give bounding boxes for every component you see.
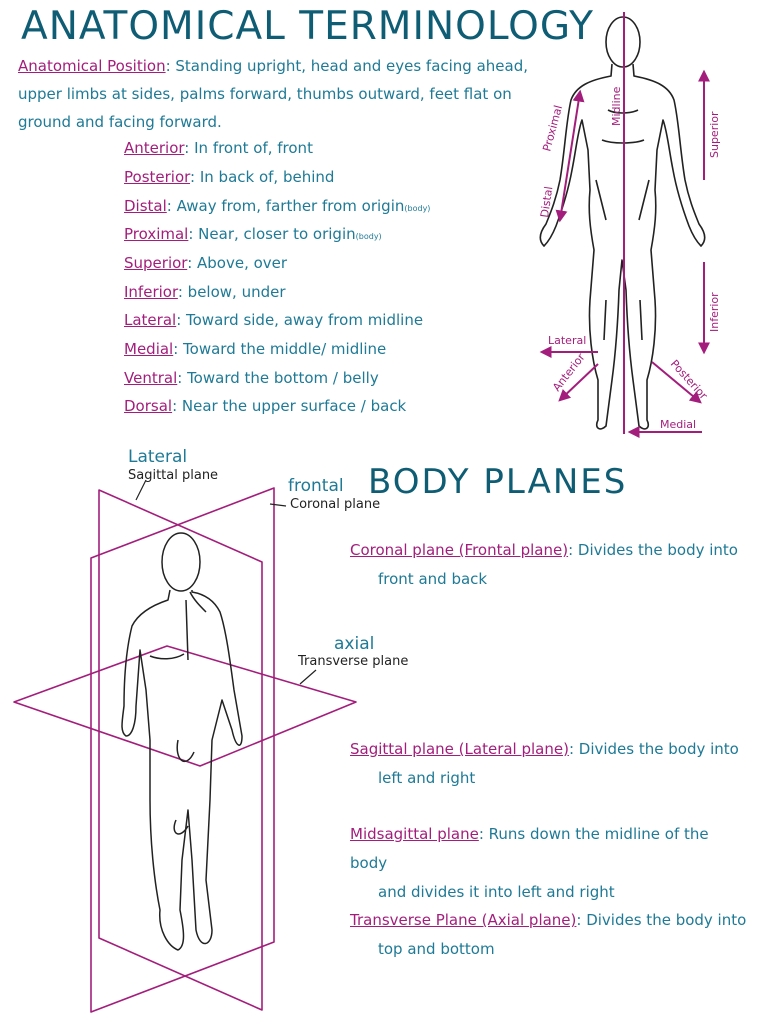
plane-definition-cont: top and bottom xyxy=(378,940,495,958)
plane-term: Coronal plane (Frontal plane) xyxy=(350,541,569,559)
label-inferior: Inferior xyxy=(708,292,721,332)
term-definition: : Toward the middle/ midline xyxy=(173,340,387,358)
label-distal: Distal xyxy=(538,185,556,219)
label-coronal-plane: Coronal plane xyxy=(290,497,381,512)
plane-term: Transverse Plane (Axial plane) xyxy=(350,911,577,929)
label-anterior: Anterior xyxy=(550,350,588,394)
term-note: (body) xyxy=(404,204,431,213)
plane-transverse-definition xyxy=(350,906,750,964)
plane-definition: : Divides the body into xyxy=(568,541,738,559)
label-transverse-plane: Transverse plane xyxy=(298,654,409,669)
plane-definition-cont: front and back xyxy=(378,570,488,588)
term-label: Proximal xyxy=(124,225,189,243)
transverse-pointer xyxy=(300,670,316,684)
label-medial: Medial xyxy=(660,418,697,431)
anatomical-position-term: Anatomical Position xyxy=(18,57,166,75)
label-frontal-handwritten: frontal xyxy=(288,476,344,496)
plane-sagittal-definition xyxy=(350,735,750,793)
term-definition: : Toward the bottom / belly xyxy=(177,369,379,387)
term-label: Lateral xyxy=(124,311,177,329)
label-sagittal-plane: Sagittal plane xyxy=(128,468,219,483)
term-label: Anterior xyxy=(124,139,185,157)
term-label: Inferior xyxy=(124,283,178,301)
anatomical-position-text: : Standing upright, head and eyes facing ahead, upper limbs at sides, palms forward, thumbs outward, feet flat on ground and facing forward. xyxy=(18,57,529,131)
body-planes-title: BODY PLANES xyxy=(368,462,628,502)
term-label: Superior xyxy=(124,254,188,272)
term-definition: : below, under xyxy=(177,283,286,301)
plane-definition-cont: and divides it into left and right xyxy=(378,883,615,901)
label-posterior: Posterior xyxy=(667,357,710,403)
term-label: Dorsal xyxy=(124,397,173,415)
plane-term: Sagittal plane (Lateral plane) xyxy=(350,740,569,758)
term-definition: : Away from, farther from origin xyxy=(166,197,405,215)
label-lateral-handwritten: Lateral xyxy=(128,447,188,467)
body-outline-oblique xyxy=(122,533,242,950)
term-definition: : Near, closer to origin xyxy=(188,225,356,243)
plane-term: Midsagittal plane xyxy=(350,825,479,843)
plane-definition: : Divides the body into xyxy=(568,740,739,758)
coronal-pointer xyxy=(270,504,286,506)
term-label: Medial xyxy=(124,340,174,358)
plane-midsagittal-definition xyxy=(350,820,750,907)
label-proximal: Proximal xyxy=(540,103,566,153)
term-definition: : In front of, front xyxy=(184,139,313,157)
term-note: (body) xyxy=(355,232,382,241)
sagittal-pointer xyxy=(136,480,146,500)
term-definition: : Near the upper surface / back xyxy=(172,397,407,415)
term-label: Posterior xyxy=(124,168,191,186)
plane-definition: : Runs down the midline of the body xyxy=(350,825,709,872)
label-midline: Midline xyxy=(610,86,623,126)
term-definition: : Toward side, away from midline xyxy=(176,311,424,329)
label-superior: Superior xyxy=(708,111,721,158)
plane-coronal-definition xyxy=(350,536,750,594)
term-label: Distal xyxy=(124,197,167,215)
coronal-plane xyxy=(91,488,274,1012)
plane-definition: : Divides the body into xyxy=(576,911,747,929)
label-axial-handwritten: axial xyxy=(334,634,375,654)
label-lateral: Lateral xyxy=(548,334,587,347)
page-title: ANATOMICAL TERMINOLOGY xyxy=(21,4,594,49)
term-definition: : In back of, behind xyxy=(190,168,335,186)
term-label: Ventral xyxy=(124,369,178,387)
plane-definition-cont: left and right xyxy=(378,769,476,787)
term-definition: : Above, over xyxy=(187,254,288,272)
